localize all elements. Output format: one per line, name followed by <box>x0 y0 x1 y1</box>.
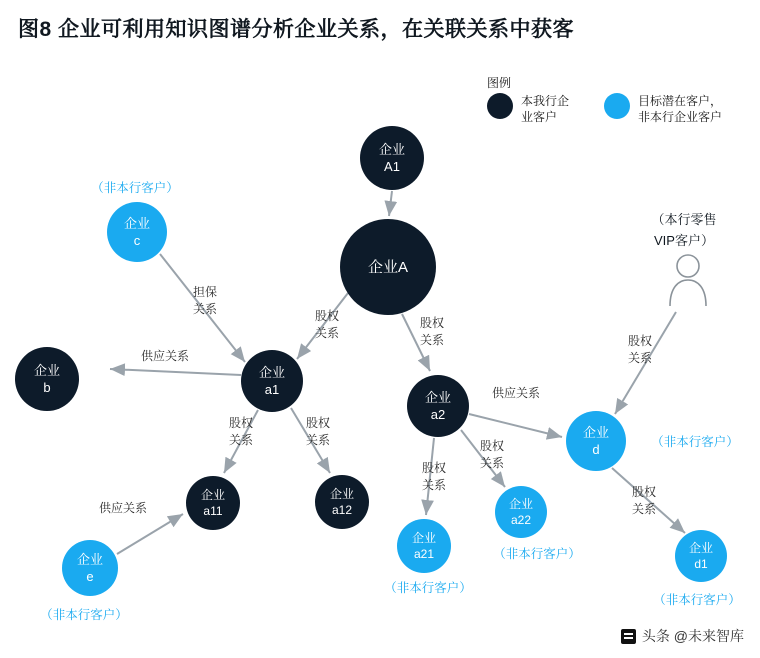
node-a12[interactable] <box>315 475 369 529</box>
edge-label-a1-a11-line1: 股权 <box>228 416 254 430</box>
edge-label-a2-a21-line1: 股权 <box>421 461 447 475</box>
edge-label-a2-a22-line2: 关系 <box>479 456 505 470</box>
edge-a2-d <box>469 414 562 437</box>
node-A1-label-line2: A1 <box>384 159 400 174</box>
node-a21-label-line1: 企业 <box>411 531 437 545</box>
annotation-note-vip-line2: VIP客户） <box>654 233 714 248</box>
edge-label-d-d1-line2: 关系 <box>631 502 657 516</box>
edge-label-a1-a11-line2: 关系 <box>228 433 254 447</box>
node-e-label-line1: 企业 <box>76 552 104 567</box>
edge-label-c-a1-line1: 担保 <box>192 285 218 299</box>
edge-label-a2-a22-line1: 股权 <box>479 439 505 453</box>
edge-label-A-a1-line1: 股权 <box>314 309 340 323</box>
figure-title: 图8 企业可利用知识图谱分析企业关系，在关联关系中获客 <box>18 18 575 41</box>
annotation-note-c: （非本行客户） <box>91 181 179 195</box>
legend-label-light-line1: 目标潜在客户， <box>638 94 723 108</box>
edge-label-a2-a21-line2: 关系 <box>421 478 447 492</box>
edge-A1-A <box>389 191 392 216</box>
node-A1-label-line1: 企业 <box>378 142 406 157</box>
node-a2-label-line1: 企业 <box>424 390 452 405</box>
toutiao-icon <box>621 629 636 644</box>
node-a11[interactable] <box>186 476 240 530</box>
node-a21[interactable] <box>397 519 451 573</box>
node-a11-label-line1: 企业 <box>200 488 226 502</box>
legend-label-dark-line1: 本我行企 <box>521 94 570 108</box>
node-b-label-line1: 企业 <box>33 363 61 378</box>
edge-label-c-a1-line2: 关系 <box>192 302 218 316</box>
annotation-note-a21: （非本行客户） <box>384 581 472 595</box>
edge-label-e-a11: 供应关系 <box>98 501 148 515</box>
node-d-label-line1: 企业 <box>582 425 610 440</box>
node-A[interactable] <box>340 219 436 315</box>
edge-label-A-a2-line1: 股权 <box>419 316 445 330</box>
vip-person-icon <box>670 255 706 306</box>
node-c[interactable] <box>107 202 167 262</box>
edge-a1-b <box>110 369 241 375</box>
node-e-label-line2: e <box>86 569 94 584</box>
node-d[interactable] <box>566 411 626 471</box>
node-a12-label-line2: a12 <box>331 503 353 517</box>
node-a12-label-line1: 企业 <box>329 487 355 501</box>
node-a22-label-line2: a22 <box>510 513 532 527</box>
edge-label-A-a2-line2: 关系 <box>419 333 445 347</box>
node-a1-label-line2: a1 <box>264 382 280 397</box>
edge-label-a1-a12-line1: 股权 <box>305 416 331 430</box>
legend-title: 图例 <box>487 76 512 90</box>
node-b-label-line2: b <box>43 380 51 395</box>
node-a21-label-line2: a21 <box>413 547 435 561</box>
edge-d-d1 <box>612 468 685 533</box>
annotation-note-vip-line1: （本行零售 <box>651 212 717 227</box>
legend-label-light-line2: 非本行企业客户 <box>638 110 723 124</box>
node-d1[interactable] <box>675 530 727 582</box>
node-a22[interactable] <box>495 486 547 538</box>
nodes-layer <box>15 126 727 596</box>
node-d1-label-line2: d1 <box>694 557 708 571</box>
node-A1[interactable] <box>360 126 424 190</box>
node-a2-label-line2: a2 <box>430 407 446 422</box>
footer-source <box>621 626 744 646</box>
annotation-note-d1: （非本行客户） <box>653 593 741 607</box>
footer-source-text: 头条 @未来智库 <box>641 628 744 644</box>
node-d1-label-line1: 企业 <box>688 541 714 555</box>
node-b[interactable] <box>15 347 79 411</box>
node-c-label-line1: 企业 <box>123 216 151 231</box>
annotation-note-e: （非本行客户） <box>40 608 128 622</box>
edge-label-vip-d-line1: 股权 <box>627 334 653 348</box>
edge-label-a1-b: 供应关系 <box>140 349 190 363</box>
edge-a2-a21 <box>426 438 434 515</box>
node-a2[interactable] <box>407 375 469 437</box>
node-d-label-line2: d <box>592 442 600 457</box>
node-e[interactable] <box>62 540 118 596</box>
legend-label-dark-line2: 业客户 <box>521 110 558 124</box>
node-a1-label-line1: 企业 <box>258 365 286 380</box>
annotation-note-a22: （非本行客户） <box>493 547 581 561</box>
node-a11-label-line2: a11 <box>203 504 223 518</box>
edge-label-d-d1-line1: 股权 <box>631 485 657 499</box>
edge-label-a1-a12-line2: 关系 <box>305 433 331 447</box>
edge-label-a2-d: 供应关系 <box>491 386 541 400</box>
node-A-label: 企业A <box>367 259 409 276</box>
node-a1[interactable] <box>241 350 303 412</box>
edge-label-A-a1-line2: 关系 <box>314 326 340 340</box>
node-c-label-line2: c <box>133 233 141 248</box>
annotation-note-d: （非本行客户） <box>651 435 739 449</box>
edge-e-a11 <box>117 514 183 554</box>
node-a22-label-line1: 企业 <box>508 497 534 511</box>
edge-labels-layer <box>99 284 656 516</box>
edge-label-vip-d-line2: 关系 <box>627 351 653 365</box>
